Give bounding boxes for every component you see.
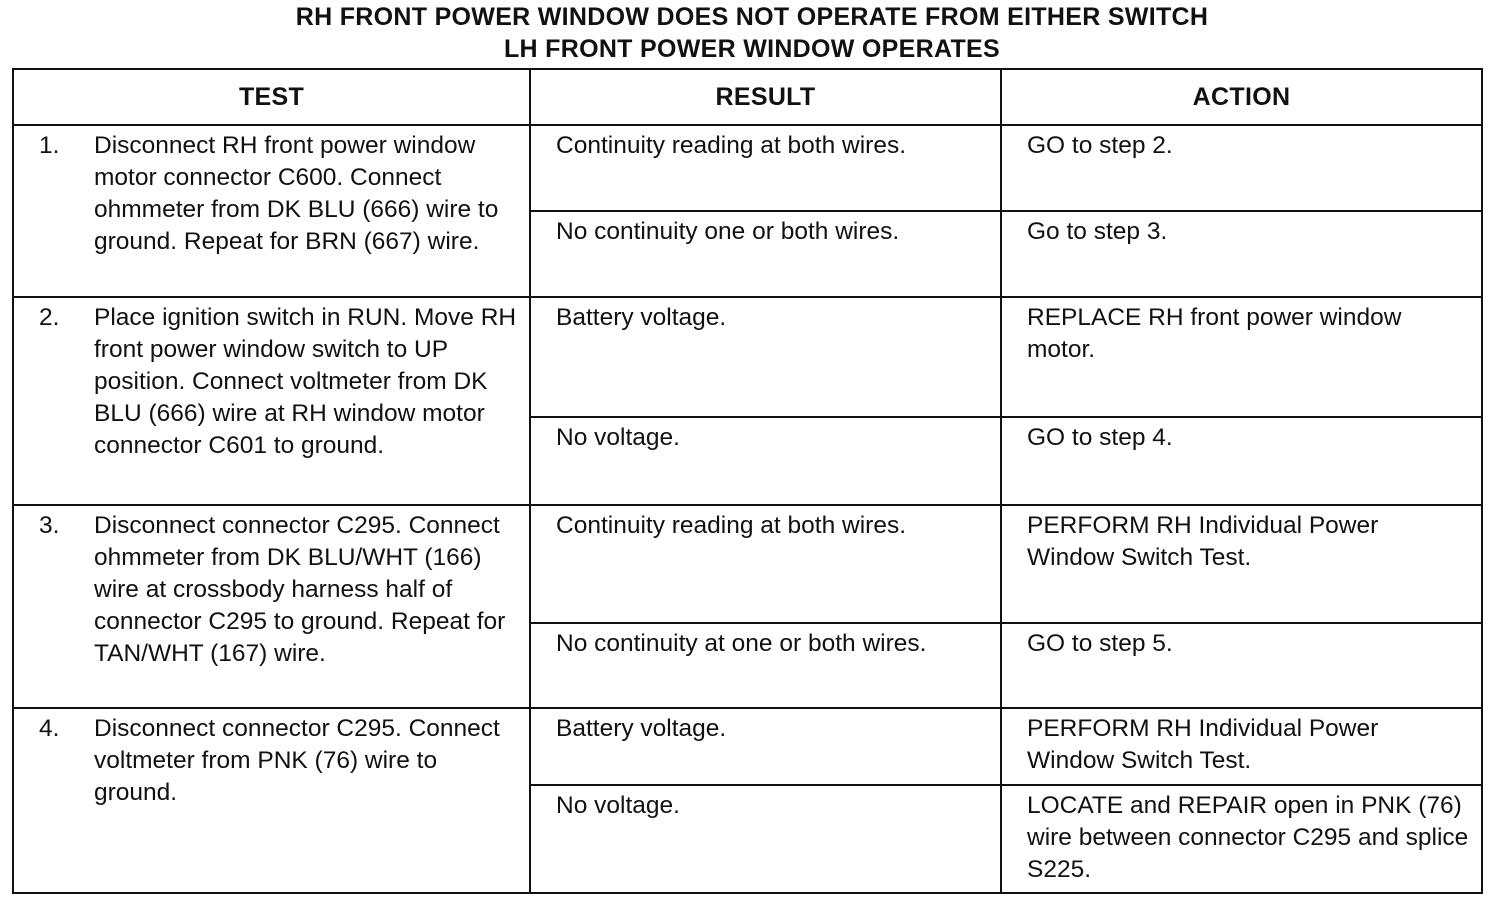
test-cell <box>13 505 530 708</box>
result-text: No voltage. <box>556 792 680 819</box>
action-cell <box>1001 505 1482 623</box>
result-cell <box>530 417 1001 505</box>
action-text: LOCATE and REPAIR open in PNK (76) wire between connector C295 and splice S225. <box>1027 792 1469 883</box>
action-text: GO to step 4. <box>1027 424 1173 451</box>
table-row <box>13 125 1482 211</box>
test-description: Disconnect RH front power window motor connector C600. Connect ohmmeter from DK BLU (666) wire to ground. Repeat for BRN (667) wire. <box>94 132 499 255</box>
action-text: GO to step 2. <box>1027 132 1173 159</box>
table-row <box>13 505 1482 623</box>
header-result: RESULT <box>530 69 1001 125</box>
result-cell <box>530 125 1001 211</box>
action-text: PERFORM RH Individual Power Window Switch Test. <box>1027 715 1379 774</box>
table-row <box>13 297 1482 417</box>
table-row <box>13 708 1482 785</box>
page-title: RH FRONT POWER WINDOW DOES NOT OPERATE FROM EITHER SWITCH <box>295 3 1209 31</box>
result-cell <box>530 785 1001 893</box>
action-text: Go to step 3. <box>1027 218 1168 245</box>
step-number: 3. <box>39 512 60 539</box>
action-cell <box>1001 785 1482 893</box>
result-text: Battery voltage. <box>556 304 727 331</box>
result-cell <box>530 505 1001 623</box>
test-cell <box>13 297 530 505</box>
header-row <box>13 69 1482 125</box>
test-cell <box>13 125 530 297</box>
result-text: Continuity reading at both wires. <box>556 512 906 539</box>
result-cell <box>530 297 1001 417</box>
result-text: Continuity reading at both wires. <box>556 132 906 159</box>
result-text: No voltage. <box>556 424 680 451</box>
action-cell <box>1001 417 1482 505</box>
action-cell <box>1001 211 1482 297</box>
test-description: Disconnect connector C295. Connect ohmmeter from DK BLU/WHT (166) wire at crossbody harness half of connector C295 to ground. Repeat for TAN/WHT (167) wire. <box>94 512 506 667</box>
result-text: Battery voltage. <box>556 715 727 742</box>
result-cell <box>530 708 1001 785</box>
header-test: TEST <box>13 69 530 125</box>
step-number: 1. <box>39 132 60 159</box>
result-text: No continuity at one or both wires. <box>556 630 927 657</box>
action-text: GO to step 5. <box>1027 630 1173 657</box>
diagnostic-table <box>12 68 1483 894</box>
header-action: ACTION <box>1001 69 1482 125</box>
action-cell <box>1001 125 1482 211</box>
action-cell <box>1001 708 1482 785</box>
action-text: REPLACE RH front power window motor. <box>1027 304 1402 363</box>
action-cell <box>1001 623 1482 708</box>
test-cell <box>13 708 530 893</box>
action-cell <box>1001 297 1482 417</box>
result-text: No continuity one or both wires. <box>556 218 900 245</box>
test-description: Place ignition switch in RUN. Move RH front power window switch to UP position. Connect voltmeter from DK BLU (666) wire at RH window motor connector C601 to ground. <box>94 304 517 459</box>
result-cell <box>530 211 1001 297</box>
step-number: 4. <box>39 715 60 742</box>
step-number: 2. <box>39 304 60 331</box>
test-description: Disconnect connector C295. Connect voltmeter from PNK (76) wire to ground. <box>94 715 500 806</box>
action-text: PERFORM RH Individual Power Window Switch Test. <box>1027 512 1379 571</box>
page-subtitle: LH FRONT POWER WINDOW OPERATES <box>503 35 1000 63</box>
result-cell <box>530 623 1001 708</box>
